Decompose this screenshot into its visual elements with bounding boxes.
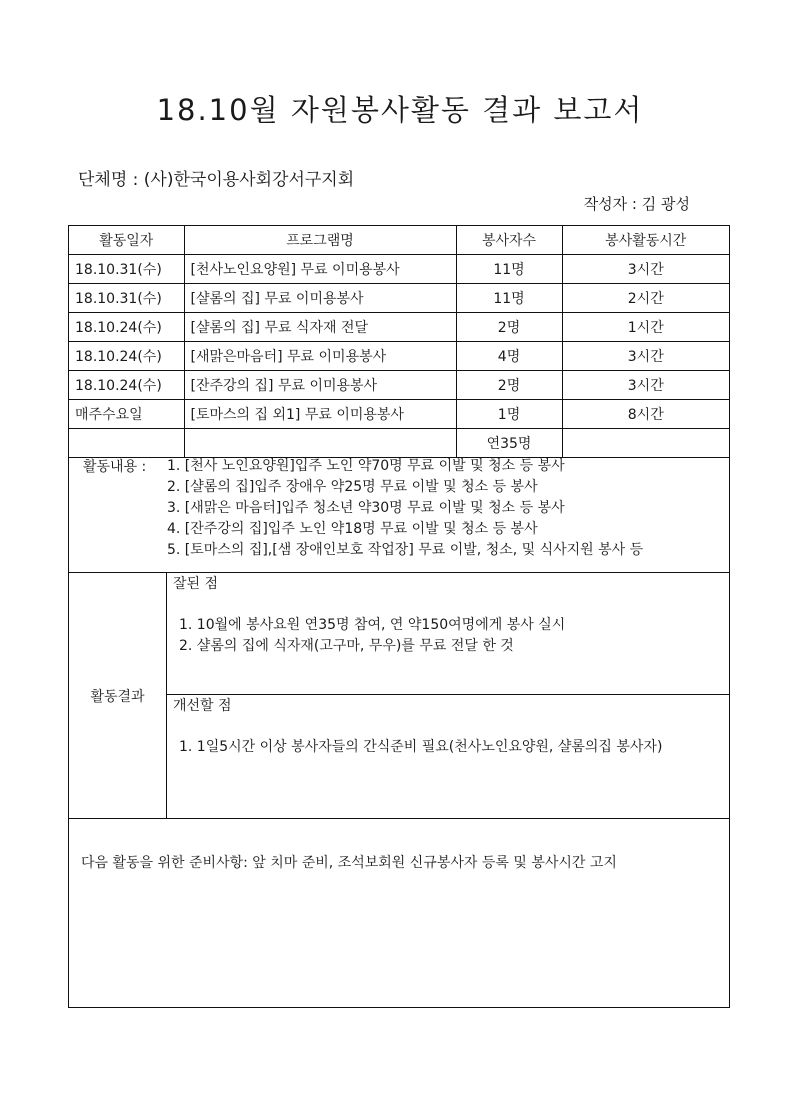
cell-program: [샬롬의 집] 무료 이미용봉사: [184, 284, 456, 313]
table-row: [69, 371, 729, 400]
cell-date: 매주수요일: [69, 400, 184, 429]
list-item: 2. [샬롬의 집]입주 장애우 약25명 무료 이발 및 청소 등 봉사: [167, 479, 538, 495]
cell-volunteers: 1명: [456, 400, 562, 429]
cell-program: [새맑은마음터] 무료 이미용봉사: [184, 342, 456, 371]
cell-volunteers: 4명: [456, 342, 562, 371]
cell-hours: 3시간: [562, 255, 729, 284]
table-row: [69, 342, 729, 371]
table-row: [69, 400, 729, 429]
activity-table: [69, 226, 729, 458]
list-item: 1. [천사 노인요양원]입주 노인 약70명 무료 이발 및 청소 등 봉사: [167, 458, 565, 474]
activity-result-label: 활동결과: [69, 573, 167, 818]
cell-volunteers: 2명: [456, 313, 562, 342]
activity-content-label: 활동내용 :: [83, 459, 147, 475]
cell-date: 18.10.24(수): [69, 342, 184, 371]
table-row: [69, 284, 729, 313]
report-title: 18.10월 자원봉사활동 결과 보고서: [156, 93, 644, 127]
cell-date: 18.10.31(수): [69, 255, 184, 284]
list-item: 3. [새맑은 마음터]입주 청소년 약30명 무료 이발 및 청소 등 봉사: [167, 500, 565, 516]
activity-content-list: [167, 456, 643, 561]
organization-name: 단체명 : (사)한국이용사회강서구지회: [78, 170, 355, 190]
cell-program: [샬롬의 집] 무료 식자재 전달: [184, 313, 456, 342]
cell-program: [토마스의 집 외1] 무료 이미용봉사: [184, 400, 456, 429]
cell-volunteers: 11명: [456, 284, 562, 313]
cell-volunteers: 11명: [456, 255, 562, 284]
activity-result-section: [69, 573, 729, 819]
table-header-row: [69, 226, 729, 255]
list-item: 5. [토마스의 집],[샘 장애인보호 작업장] 무료 이발, 청소, 및 식사지원 봉사 등: [167, 542, 644, 558]
author-name: 작성자 : 김 광성: [583, 195, 690, 213]
good-points-list: [179, 615, 565, 657]
cell-volunteers: 2명: [456, 371, 562, 400]
header-program: 프로그램명: [184, 226, 456, 255]
improvement-list: [179, 737, 662, 758]
list-item: 2. 샬롬의 집에 식자재(고구마, 무우)를 무료 전달 한 것: [179, 638, 514, 654]
improvement-box: [167, 695, 729, 818]
cell-hours: 8시간: [562, 400, 729, 429]
table-row: [69, 255, 729, 284]
cell-program: [천사노인요양원] 무료 이미용봉사: [184, 255, 456, 284]
cell-date: 18.10.24(수): [69, 313, 184, 342]
next-preparation: 다음 활동을 위한 준비사항: 앞 치마 준비, 조석보회원 신규봉사자 등록 및 봉사시간 고지: [81, 855, 617, 871]
header-hours: 봉사활동시간: [562, 226, 729, 255]
list-item: 1. 1일5시간 이상 봉사자들의 간식준비 필요(천사노인요양원, 샬롬의집 봉사자): [179, 739, 663, 755]
good-points-box: [167, 573, 729, 695]
cell-hours: 2시간: [562, 284, 729, 313]
list-item: 1. 10월에 봉사요원 연35명 참여, 연 약150여명에게 봉사 실시: [179, 617, 566, 633]
list-item: 4. [잔주강의 집]입주 노인 약18명 무료 이발 및 청소 등 봉사: [167, 521, 538, 537]
cell-date: 18.10.24(수): [69, 371, 184, 400]
activity-content-section: [69, 452, 729, 573]
total-volunteers: 연35명: [456, 429, 562, 458]
cell-hours: 1시간: [562, 313, 729, 342]
report-sheet: [68, 225, 730, 1008]
cell-program: [잔주강의 집] 무료 이미용봉사: [184, 371, 456, 400]
cell-hours: 3시간: [562, 342, 729, 371]
cell-date: 18.10.31(수): [69, 284, 184, 313]
cell-hours: 3시간: [562, 371, 729, 400]
header-volunteers: 봉사자수: [456, 226, 562, 255]
header-date: 활동일자: [69, 226, 184, 255]
table-row: [69, 313, 729, 342]
good-points-title: 잘된 점: [173, 576, 219, 592]
improvement-title: 개선할 점: [173, 698, 232, 714]
